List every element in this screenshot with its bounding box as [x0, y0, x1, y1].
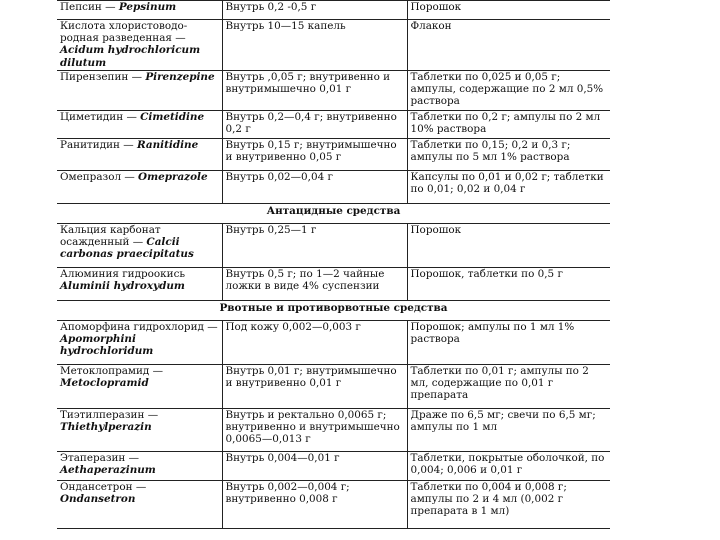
- drug-latin-name: Acidum hydrochloricum dilutum: [60, 44, 201, 69]
- form-cell: Порошок; ампулы по 1 мл 1% раствора: [407, 320, 610, 364]
- dose-cell: Внутрь 0,004—0,01 г: [222, 451, 407, 480]
- drug-latin-name: Pirenzepine: [145, 70, 215, 83]
- dose-cell: Внутрь и ректально 0,0065 г; внутривенно и внутримышечно 0,0065—0,013 г: [222, 408, 407, 451]
- drug-latin-name: Pepsinum: [118, 1, 177, 13]
- drug-name: Омепразол —: [60, 170, 139, 183]
- dose-cell: Внутрь 0,01 г; внутримышечно и внутривенно 0,01 г: [222, 364, 407, 408]
- drug-latin-name: Ranitidine: [136, 138, 199, 151]
- drug-latin-name: Calcii carbonas praecipitatus: [60, 236, 194, 261]
- drug-name: Алюминия гидроокись: [60, 267, 186, 280]
- drug-name: Кислота хлористоводо-родная разведенная —: [60, 20, 188, 45]
- drug-name-cell: [57, 110, 222, 138]
- table-row: [57, 451, 610, 480]
- dose-cell: Внутрь 0,25—1 г: [222, 223, 407, 267]
- form-cell: Порошок: [407, 223, 610, 267]
- drug-latin-name: Cimetidine: [140, 110, 205, 123]
- form-cell: Таблетки по 0,2 г; ампулы по 2 мл 10% раствора: [407, 110, 610, 138]
- drug-latin-name: Ondansetron: [60, 493, 136, 506]
- table-row: [57, 408, 610, 451]
- drug-name: Кальция карбонат осажденный —: [60, 223, 161, 249]
- dose-cell: Внутрь 0,5 г; по 1—2 чайные ложки в виде 4% суспензии: [222, 267, 407, 300]
- table-row: [57, 223, 610, 267]
- drug-latin-name: Omeprazole: [138, 170, 208, 183]
- drug-name: Апоморфина гидрохлорид —: [60, 320, 218, 333]
- dose-cell: Внутрь 0,2—0,4 г; внутривенно 0,2 г: [222, 110, 407, 138]
- table-row: [57, 70, 610, 110]
- drug-name: Ранитидин —: [60, 138, 137, 151]
- drug-name-cell: [57, 480, 222, 528]
- drug-name: Циметидин —: [60, 110, 141, 123]
- table-row: [57, 170, 610, 203]
- drug-name-cell: [57, 267, 222, 300]
- dose-cell: Внутрь ,0,05 г; внутривенно и внутримышечно 0,01 г: [222, 70, 407, 110]
- drug-name-cell: [57, 1, 222, 20]
- drug-reference-page: [57, 0, 610, 530]
- table-row: [57, 1, 610, 20]
- form-cell: Таблетки по 0,01 г; ампулы по 2 мл, содержащие по 0,01 г препарата: [407, 364, 610, 408]
- table-row: [57, 110, 610, 138]
- drug-table-body: [57, 1, 610, 529]
- dose-cell: Внутрь 0,02—0,04 г: [222, 170, 407, 203]
- drug-latin-name: Thiethylperazin: [60, 421, 152, 434]
- section-header-row: [57, 203, 610, 223]
- form-cell: Таблетки по 0,004 и 0,008 г; ампулы по 2 и 4 мл (0,002 г препарата в 1 мл): [407, 480, 610, 528]
- drug-latin-name: Apomorphini hydrochloridum: [60, 333, 154, 358]
- drug-table: [57, 0, 610, 529]
- drug-name-cell: [57, 138, 222, 170]
- form-cell: Таблетки по 0,15; 0,2 и 0,3 г; ампулы по 5 мл 1% раствора: [407, 138, 610, 170]
- drug-name-cell: [57, 451, 222, 480]
- section-title: Антацидные средства: [57, 203, 610, 223]
- table-row: [57, 20, 610, 71]
- form-cell: Таблетки по 0,025 и 0,05 г; ампулы, содержащие по 2 мл 0,5% раствора: [407, 70, 610, 110]
- drug-name-cell: [57, 364, 222, 408]
- drug-name-cell: [57, 170, 222, 203]
- dose-cell: Внутрь 0,2 -0,5 г: [222, 1, 407, 20]
- form-cell: Таблетки, покрытые оболочкой, по 0,004; 0,006 и 0,01 г: [407, 451, 610, 480]
- drug-name-cell: [57, 70, 222, 110]
- drug-name: Пирензепин —: [60, 70, 146, 83]
- table-row: [57, 320, 610, 364]
- drug-latin-name: Aethaperazinum: [60, 464, 156, 477]
- table-row: [57, 364, 610, 408]
- section-title: Рвотные и противорвотные средства: [57, 300, 610, 320]
- table-row: [57, 267, 610, 300]
- table-row: [57, 138, 610, 170]
- form-cell: Флакон: [407, 20, 610, 71]
- drug-name: Тиэтилперазин —: [60, 408, 159, 421]
- drug-name-cell: [57, 320, 222, 364]
- dose-cell: Под кожу 0,002—0,003 г: [222, 320, 407, 364]
- form-cell: Капсулы по 0,01 и 0,02 г; таблетки по 0,01; 0,02 и 0,04 г: [407, 170, 610, 203]
- form-cell: Порошок, таблетки по 0,5 г: [407, 267, 610, 300]
- dose-cell: Внутрь 0,002—0,004 г; внутривенно 0,008 г: [222, 480, 407, 528]
- drug-name: Метоклопрамид —: [60, 364, 164, 377]
- table-row: [57, 480, 610, 528]
- dose-cell: Внутрь 10—15 капель: [222, 20, 407, 71]
- section-header-row: [57, 300, 610, 320]
- form-cell: Порошок: [407, 1, 610, 20]
- drug-name-cell: [57, 223, 222, 267]
- drug-name: Этаперазин —: [60, 451, 140, 464]
- dose-cell: Внутрь 0,15 г; внутримышечно и внутривенно 0,05 г: [222, 138, 407, 170]
- drug-name-cell: [57, 20, 222, 71]
- drug-latin-name: Metoclopramid: [60, 377, 149, 390]
- drug-name: Ондансетрон —: [60, 480, 147, 493]
- drug-name-cell: [57, 408, 222, 451]
- drug-name: Пепсин —: [60, 1, 119, 13]
- drug-latin-name: Aluminii hydroxydum: [60, 280, 185, 293]
- form-cell: Драже по 6,5 мг; свечи по 6,5 мг; ампулы по 1 мл: [407, 408, 610, 451]
